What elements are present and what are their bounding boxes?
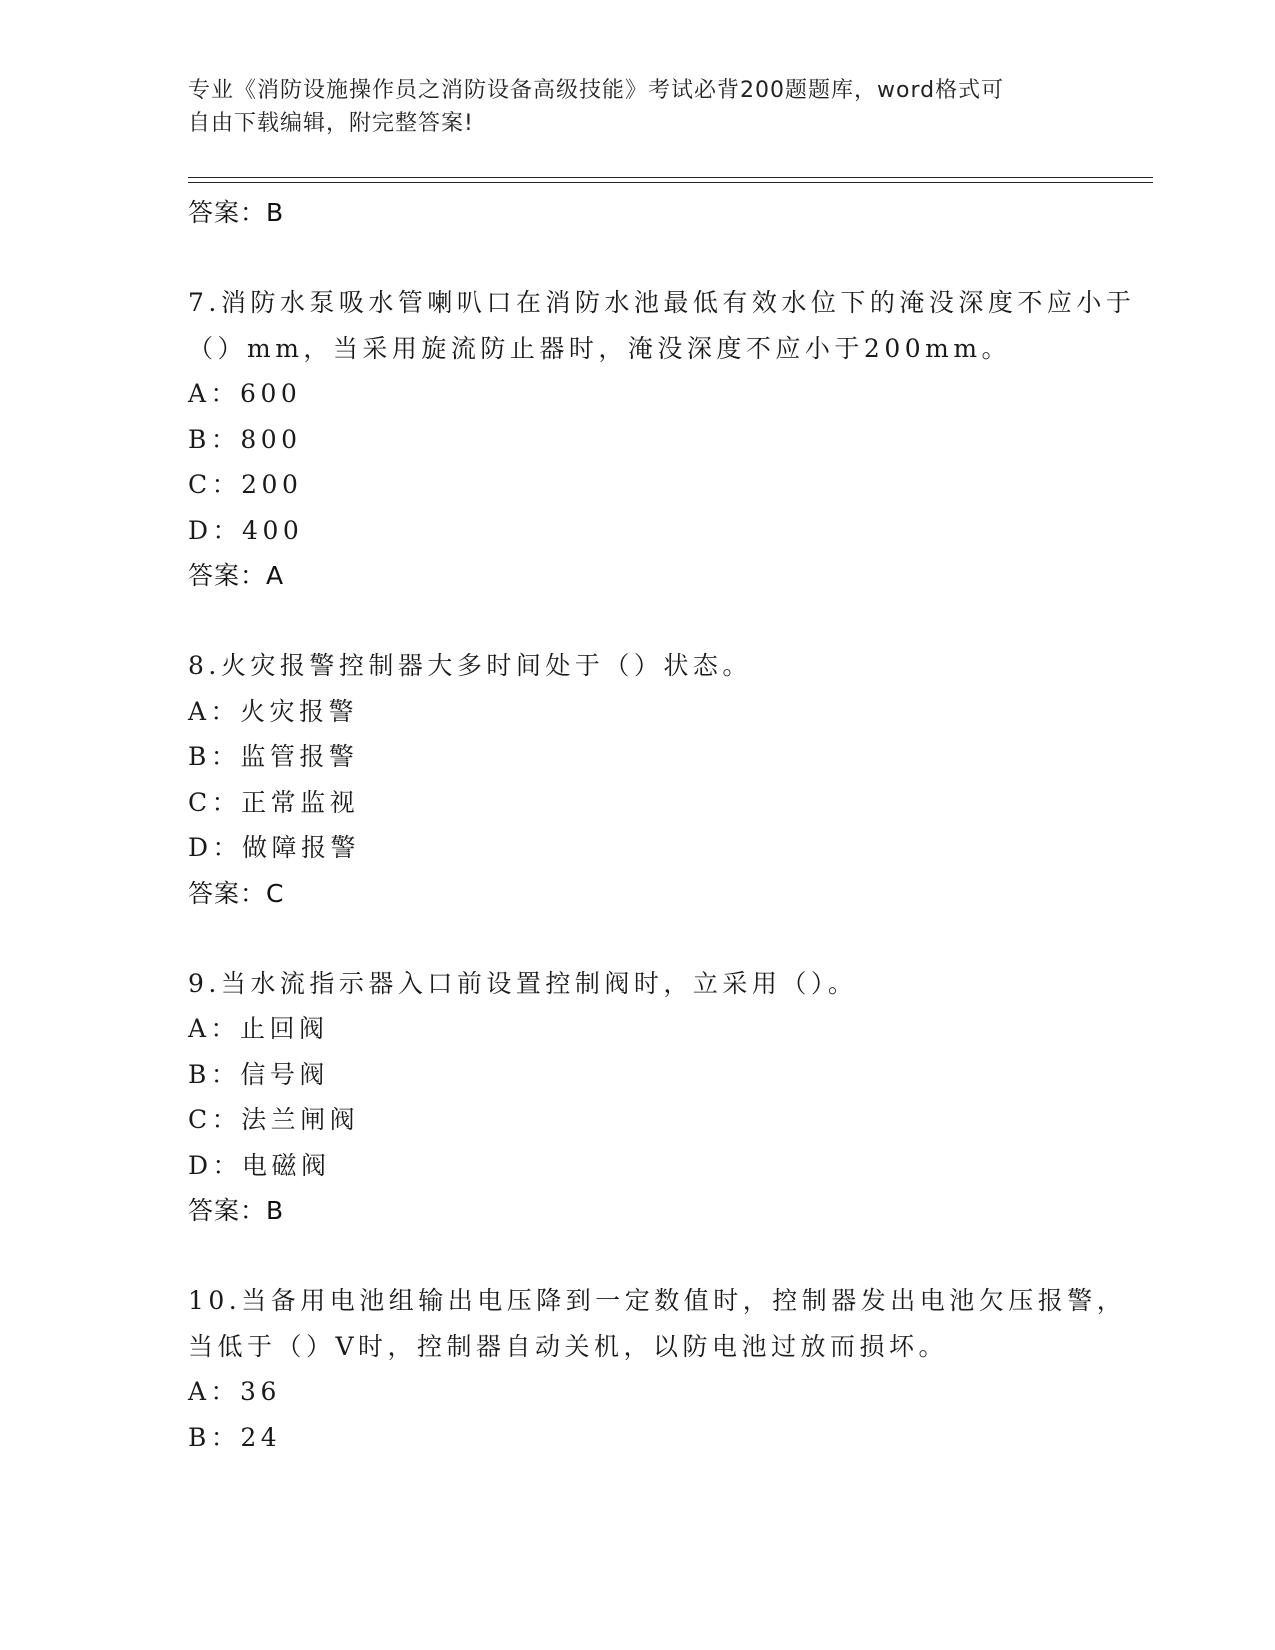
question-9: [188, 961, 1148, 1234]
option-b: B：信号阀: [188, 1059, 329, 1089]
question-stem: 7.消防水泵吸水管喇叭口在消防水池最低有效水位下的淹没深度不应小于（）mm，当采用旋流防止器时，淹没深度不应小于200mm。: [188, 288, 1136, 363]
question-8: [188, 643, 1148, 916]
option-a: A：600: [188, 379, 302, 408]
question-list: [188, 190, 1148, 1460]
question-10: [188, 1278, 1148, 1460]
header-divider-bottom: [188, 182, 1153, 183]
option-d: D：电磁阀: [188, 1150, 331, 1180]
document-header: [188, 74, 1088, 140]
option-d: D：做障报警: [188, 833, 361, 862]
answer-line: 答案：B: [188, 1196, 285, 1225]
header-divider-top: [188, 177, 1153, 178]
answer-line: 答案：A: [188, 561, 285, 590]
question-stem: 9.当水流指示器入口前设置控制阀时，立采用（）。: [188, 968, 858, 998]
question-7: [188, 280, 1148, 598]
option-c: C：正常监视: [188, 787, 360, 817]
option-b: B：800: [188, 424, 302, 454]
option-a: A：36: [188, 1377, 281, 1406]
option-d: D：400: [188, 515, 304, 545]
option-c: C：200: [188, 470, 303, 499]
option-b: B：监管报警: [188, 742, 359, 771]
answer-line: 答案：C: [188, 878, 285, 908]
question-stem: 10.当备用电池组输出电压降到一定数值时，控制器发出电池欠压报警，当低于（）V时，控制器自动关机，以防电池过放而损坏。: [188, 1286, 1127, 1361]
previous-answer: 答案：B: [188, 198, 285, 227]
option-c: C：法兰闸阀: [188, 1105, 360, 1134]
option-b: B：24: [188, 1422, 282, 1452]
option-a: A：火灾报警: [188, 696, 359, 726]
header-line-2: 自由下载编辑，附完整答案!: [188, 111, 474, 136]
option-a: A：止回阀: [188, 1014, 329, 1043]
header-line-1: 专业《消防设施操作员之消防设备高级技能》考试必背200题题库，word格式可: [188, 78, 1005, 103]
question-stem: 8.火灾报警控制器大多时间处于（）状态。: [188, 651, 752, 680]
